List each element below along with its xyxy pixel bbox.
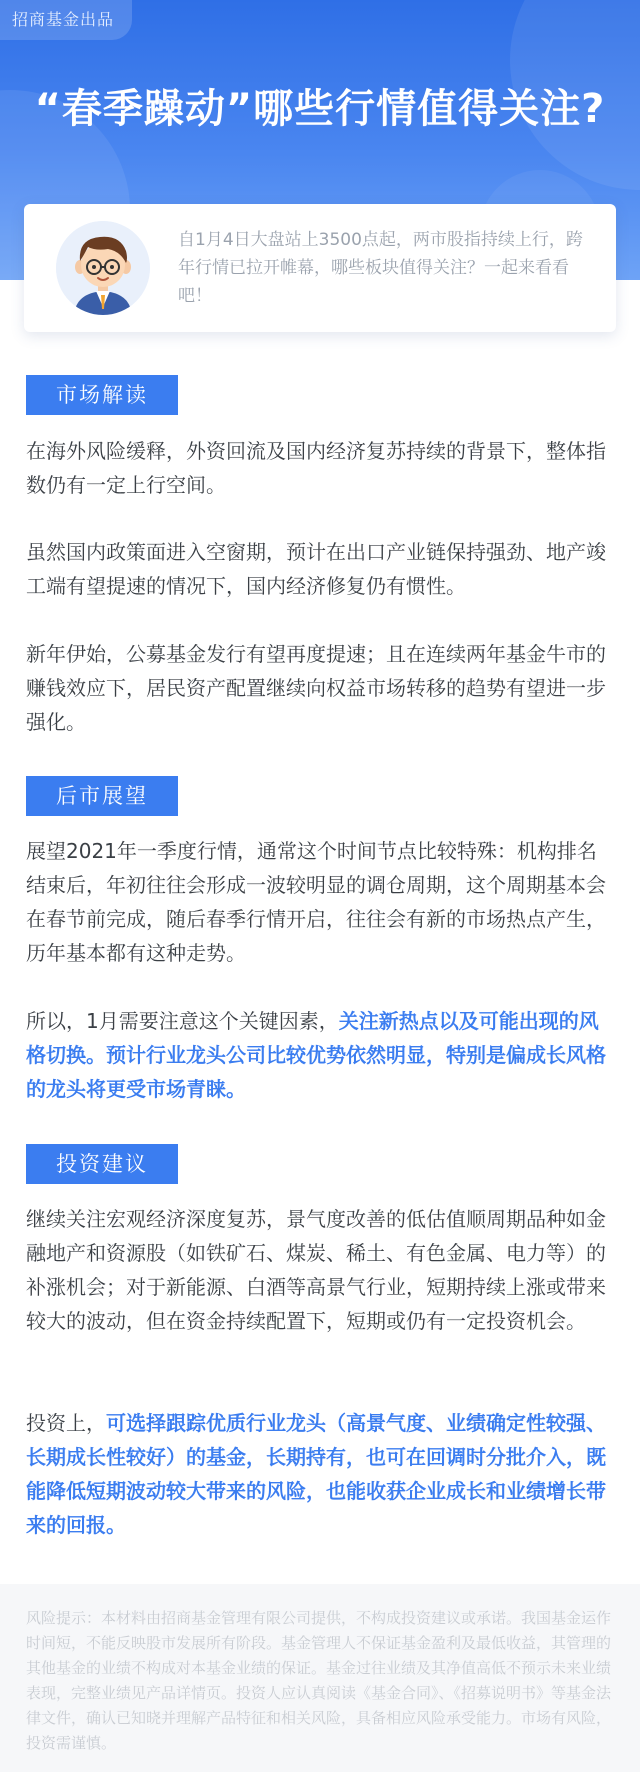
market-paragraph-1: 在海外风险缓释，外资回流及国内经济复苏持续的背景下，整体指数仍有一定上行空间。 — [26, 439, 606, 497]
cartoon-man-icon — [56, 221, 150, 315]
advice-paragraph-1: 继续关注宏观经济深度复苏，景气度改善的低估值顺周期品种如金融地产和资源股（如铁矿石、煤炭、稀土、有色金属、电力等）的补涨机会；对于新能源、白酒等高景气行业，短期持续上涨或带来较大的波动，但在资金持续配置下，短期或仍有一定投资机会。 — [26, 1207, 606, 1333]
market-paragraph-2: 虽然国内政策面进入空窗期，预计在出口产业链保持强劲、地产竣工端有望提速的情况下，国内经济修复仍有惯性。 — [26, 540, 606, 598]
intro-card — [24, 204, 616, 332]
advice-highlight: 可选择跟踪优质行业龙头（高景气度、业绩确定性较强、长期成长性较好）的基金，长期持有，也可在回调时分批介入，既能降低短期波动较大带来的风险，也能收获企业成长和业绩增长带来的回报。 — [26, 1411, 606, 1537]
outlook-highlight: 关注新热点以及可能出现的风格切换。预计行业龙头公司比较优势依然明显，特别是偏成长风格的龙头将更受市场青睐。 — [26, 1009, 606, 1101]
outlook-paragraph-2-text: 所以，1月需要注意这个关键因素， — [26, 1009, 339, 1033]
outlook-paragraph-1: 展望2021年一季度行情，通常这个时间节点比较特殊：机构排名结束后，年初往往会形成一波较明显的调仓周期，这个周期基本会在春节前完成，随后春季行情开启，往往会有新的市场热点产生，历年基本都有这种走势。 — [26, 839, 606, 965]
advice-paragraph-2 — [26, 1406, 614, 1542]
brand-tag: 招商基金出品 — [0, 0, 132, 40]
advice-paragraph-2-text: 投资上， — [26, 1411, 106, 1435]
section-tag-advice: 投资建议 — [26, 1144, 178, 1184]
intro-text: 自1月4日大盘站上3500点起，两市股指持续上行，跨年行情已拉开帷幕，哪些板块值得关注？一起来看看吧！ — [178, 230, 583, 306]
section-tag-market: 市场解读 — [26, 375, 178, 415]
outlook-paragraph-2 — [26, 1004, 614, 1106]
section-tag-outlook: 后市展望 — [26, 776, 178, 816]
risk-disclaimer — [0, 1584, 640, 1772]
market-paragraph-3: 新年伊始，公募基金发行有望再度提速；且在连续两年基金牛市的赚钱效应下，居民资产配置继续向权益市场转移的趋势有望进一步强化。 — [26, 642, 606, 734]
page-title: “春季躁动”哪些行情值得关注? — [34, 86, 606, 132]
risk-disclaimer-text: 风险提示：本材料由招商基金管理有限公司提供，不构成投资建议或承诺。我国基金运作时间短，不能反映股市发展所有阶段。基金管理人不保证基金盈利及最低收益，其管理的其他基金的业绩不构成对本基金业绩的保证。基金过往业绩及其净值高低不预示未来业绩表现，完整业绩见产品详情页。投资人应认真阅读《基金合同》、《招募说明书》等基金法律文件，确认已知晓并理解产品特征和相关风险，具备相应风险承受能力。市场有风险，投资需谨慎。 — [26, 1609, 612, 1752]
avatar — [56, 221, 150, 315]
